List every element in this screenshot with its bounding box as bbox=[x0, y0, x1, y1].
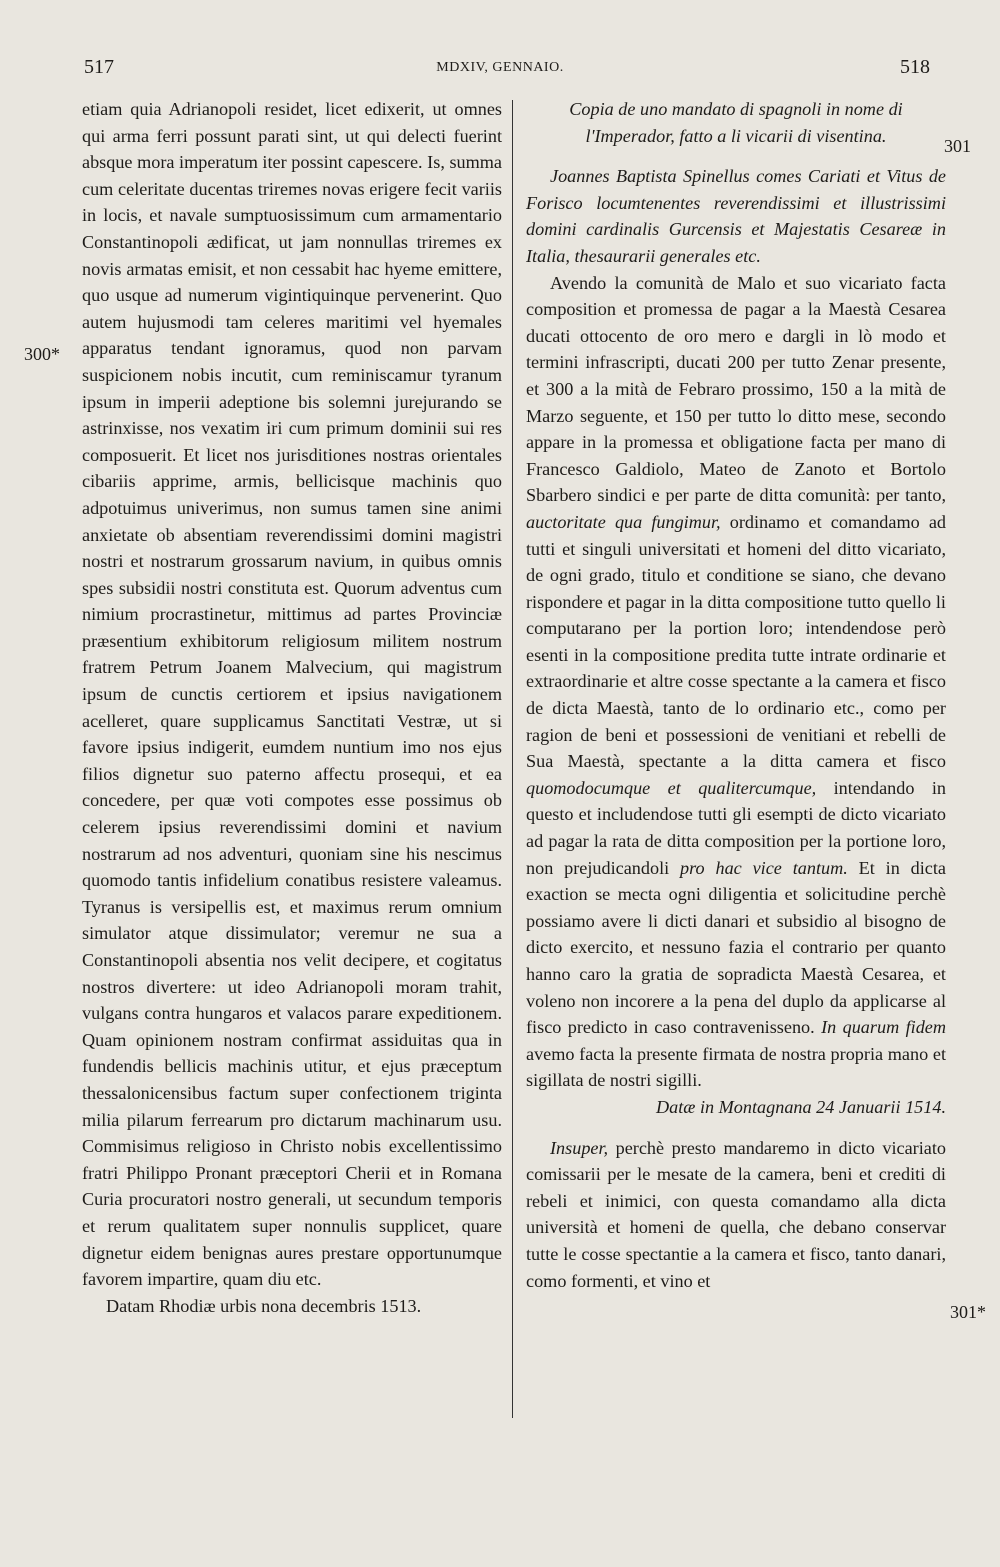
document-date: Datæ in Montagnana 24 Januarii 1514. bbox=[656, 1096, 946, 1117]
body-mid2: intendando in questo et includendose tutti gli esempti de dicto vicariato ad pagar la rata de ditta composition per la portione loro, non prejudicandoli bbox=[526, 777, 946, 878]
left-column bbox=[82, 96, 502, 1319]
italic-phrase-b: quomodocumque et qualitercumque, bbox=[526, 777, 817, 798]
document-postscript bbox=[526, 1135, 946, 1295]
page-header bbox=[0, 56, 1000, 88]
spacer bbox=[526, 1121, 946, 1135]
postscript-text: perchè presto mandaremo in dicto vicariato comissarii per le mesate de la camera, beni et crediti di rebeli et inimici, con questa comandamo alla dicta università et homeni de quella, che debano conservar tutte le cosse spectantie a la camera et fisco, tanto danari, como formenti, et vino et bbox=[526, 1137, 946, 1291]
italic-phrase-a: auctoritate qua fungimur, bbox=[526, 511, 721, 532]
document-body bbox=[526, 270, 946, 1094]
column-divider bbox=[512, 100, 513, 1418]
margin-note-300: 300* bbox=[24, 344, 60, 364]
page-number-right: 518 bbox=[900, 56, 930, 78]
margin-note-301-bottom: 301* bbox=[950, 1302, 986, 1322]
right-column bbox=[526, 96, 946, 1294]
page-number-left: 517 bbox=[84, 56, 114, 78]
left-paragraph-date: Datam Rhodiæ urbis nona decembris 1513. bbox=[106, 1295, 422, 1316]
left-paragraph-1: etiam quia Adrianopoli residet, licet edixerit, ut omnes qui arma ferri possunt parati sint, ut qui delecti fuerint absque mora imperatum iter possint capescere. Is, summa cum celeritate ducentas triremes novas erigere fecit variis in locis, et navale sumptuosissimum cum armamentario Constantinopoli ædificat, ut jam nonnullas triremes ex novis armatas emisit, et non cessabit hac hyeme emittere, quo usque ad numerum vigintiquinque pervenerint. Quo autem hujusmodi tam celeres maritimi vel hyemales apparatus tendant ignoramus, quod non parvam suspicionem nobis incutit, cum reminiscamur tyranum ipsum in imperii adeptione bis solemni jurejurando se astrinxisse, nos vexatim iri cum primum dominii sui res composuerit. Et licet nos jurisditiones nostras orientales cibariis apprime, armis, bellicisque machinis quo adpotuimus univerimus, non sumus tamen sine animi anxietate ob absentiam reverendissimi domini magistri nostri et nostrarum grossarum navium, in quibus omnis spes subsidii nostri constituta est. Quorum adventus cum nimium procrastinetur, mittimus ad partes Provinciæ præsentium exhibitorum religiosum militem nostrum fratrem Petrum Joanem Malvecium, qui magistrum ipsum de cunctis certiorem et ipsius navigationem acelleret, quare supplicamus Sanctitati Vestræ, ut si favore ipsius indigerit, eumdem nuntium imo nos ejus filios dignetur suo paterno affectu prosequi, et ea concedere, per quæ voti compotes esse possimus ob celerem ipsius reverendissimi domini et navium nostrarum ad nos adventuri, quoniam sine his nescimus quomodo tantis infidelium conatibus resistere valeamus. Tyranus is versipellis est, et maximus rerum omnium simulator atque dissimulator; veremur ne sua a Constantinopoli absentia nos velit decipere, et cogitatus nostros divertere: ut ideo Adrianopoli moram trahit, vulgans contra hungaros et valacos parare expeditionem. Quam opinionem nostram confirmat assiduitas qua in fundendis bellicis machinis utitur, et ejus præceptum thessalonicensibus factum super confectionem triginta milia pilarum ferrearum pro dictarum machinarum usu. Commisimus religioso in Christo nobis excellentissimo fratri Philippo Pronant præceptori Cherii et in Romana Curia procuratori nostro generali, ut secundum temporis et rerum qualitatem super nonnulis supplicet, quare dignetur eidem benignas aures prestare opportunumque favorem impartire, quam diu etc. bbox=[82, 99, 502, 1290]
document-heading: Copia de uno mandato di spagnoli in nome di l'Imperador, fatto a li vicarii di visentina. bbox=[569, 99, 903, 146]
body-mid1: ordinamo et comandamo ad tutti et singuli universitati et homeni del ditto vicariato, de ogni grado, titulo et conditione se siano, che devano rispondere et pagar in la ditta compositione tutto quello li computarano per la portion loro; intendendose però esenti in la compositione predita tutte intrate ordinarie et extraordinarie et altre cosse spectante a la camera et fisco de dicta Maestà, tanto de lo ordinario etc., como per ragion de beni et possessioni de venitiani et rebelli de Sua Maestà, spectante a la ditta camera et fisco bbox=[526, 511, 946, 772]
italic-phrase-c: pro hac vice tantum. bbox=[680, 857, 848, 878]
italic-phrase-d: In quarum fidem bbox=[821, 1017, 946, 1038]
margin-note-301-top: 301 bbox=[944, 136, 971, 156]
spacer bbox=[526, 149, 946, 163]
body-end: avemo facta la presente firmata de nostra propria mano et sigillata de nostri sigilli. bbox=[526, 1043, 946, 1091]
body-start: Avendo la comunità de Malo et suo vicariato facta composition et promessa de pagar a la Maestà Cesarea ducati ottocento de oro mero e dargli in lò modo et termini infrascripti, ducati 200 per tutto Zenar presente, et 300 a la mità de Febraro prossimo, 150 a la mità de Marzo seguente, et 150 per tutto lo ditto mese, secondo appare in la promessa et obligatione facta per mano di Francesco Galdiolo, Mateo de Zanoto et Bortolo Sbarbero sindici e per parte de ditta comunità: per tanto, bbox=[526, 272, 946, 506]
document-intro: Joannes Baptista Spinellus comes Cariati et Vitus de Forisco locumtenentes reverendissimi et illustrissimi domini cardinalis Gurcensis et Majestatis Cesareæ in Italia, thesaurarii generales etc. bbox=[526, 166, 946, 266]
body-mid3: Et in dicta exaction se mecta ogni diligentia et solicitudine perchè possiamo avere li dicti danari et subsidio al bisogno de dicto exercito, et nessuno fazia el contrario per quanto hanno caro la gratia de sopradicta Maestà Cesarea, et voleno non incorere a la pena del duplo da applicarse al fisco predicto in caso contravenisseno. bbox=[526, 857, 947, 1038]
running-title: MDXIV, GENNAIO. bbox=[436, 60, 564, 75]
italic-phrase-e: Insuper, bbox=[550, 1137, 609, 1158]
